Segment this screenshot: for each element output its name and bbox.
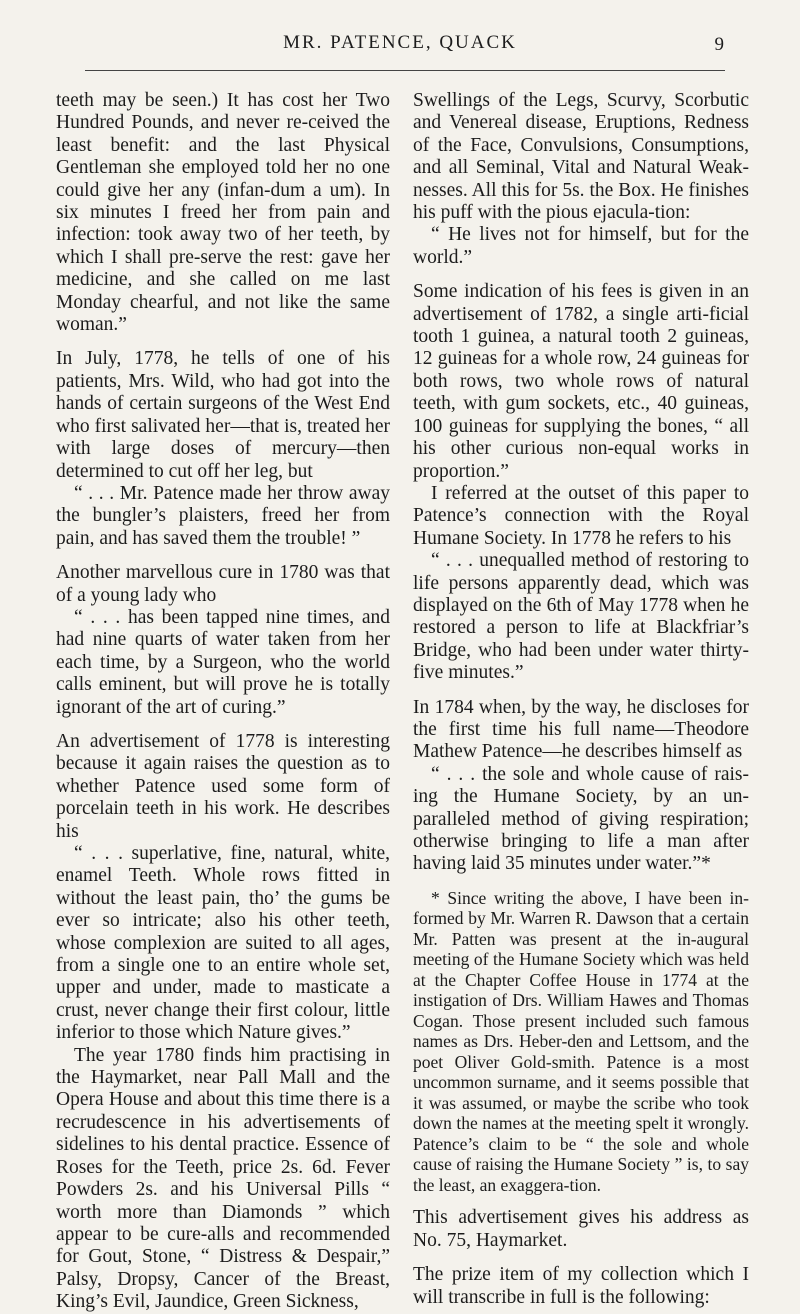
right-column bbox=[413, 90, 749, 1309]
paragraph: Swellings of the Legs, Scurvy, Scorbutic and Venereal disease, Eruptions, Redness of the Face, Convulsions, Consumptions, and all Seminal, Vital and Natural Weak-nesses. All this for 5s. the Box. He finishes his puff with the pious ejacula-tion: bbox=[413, 90, 749, 224]
page-header bbox=[0, 32, 800, 72]
paragraph: Another marvellous cure in 1780 was that of a young lady who bbox=[56, 562, 390, 606]
block-quote: “ He lives not for himself, but for the world.” bbox=[413, 224, 749, 268]
page-number: 9 bbox=[714, 34, 724, 55]
footnote: * Since writing the above, I have been in-formed by Mr. Warren R. Dawson that a certain Mr. Patten was present at the in-augural meeting of the Humane Society which was held at the Chapter Coffee House in 1774 at the instigation of Drs. William Hawes and Thomas Cogan. Those present included such famous names as Drs. Heber-den and Lettsom, and the poet Oliver Gold-smith. Patence is a most uncommon surname, and it seems possible that it was assumed, or maybe the scribe who took down the names at the meeting spelt it wrongly. Patence’s claim to be “ the sole and whole cause of raising the Humane Society ” is, to say the least, an exaggera-tion. bbox=[413, 887, 749, 1195]
paragraph: I referred at the outset of this paper to Patence’s connection with the Royal Humane Society. In 1778 he refers to his bbox=[413, 482, 749, 549]
paragraph: In 1784 when, by the way, he discloses for the first time his full name—Theodore Mathew Patence—he describes himself as bbox=[413, 696, 749, 763]
left-column bbox=[56, 90, 390, 1314]
running-title: MR. PATENCE, QUACK bbox=[283, 32, 517, 53]
block-quote: “ . . . has been tapped nine times, and had nine quarts of water taken from her each time, by a Surgeon, who the world calls eminent, but will prove he is totally ignorant of the art of curing.” bbox=[56, 606, 390, 718]
header-rule bbox=[85, 70, 725, 71]
block-quote: “ . . . Mr. Patence made her throw away the bungler’s plaisters, freed her from pain, and has saved them the trouble! ” bbox=[56, 482, 390, 549]
block-quote: “ . . . superlative, fine, natural, white, enamel Teeth. Whole rows fitted in without the least pain, tho’ the gums be ever so intricate; also his other teeth, whose complexion are suited to all ages, from a single one to an entire whole set, upper and under, made to masticate a crust, never change their first colour, little inferior to those which Nature gives.” bbox=[56, 843, 390, 1044]
paragraph: The prize item of my collection which I will transcribe in full is the following: bbox=[413, 1264, 749, 1308]
paragraph: In July, 1778, he tells of one of his patients, Mrs. Wild, who had got into the hands of certain surgeons of the West End who first salivated her—that is, treated her with large doses of mercury—then determined to cut off her leg, but bbox=[56, 348, 390, 482]
paragraph: teeth may be seen.) It has cost her Two Hundred Pounds, and never re-ceived the least benefit: and the last Physical Gentleman she employed told her no one could give her any (infan-dum a um). In six minutes I freed her from pain and infection: took away two of her teeth, by which I shall pre-serve the rest: gave her medicine, and she called on me last Monday chearful, and not like the same woman.” bbox=[56, 90, 390, 336]
block-quote: “ . . . the sole and whole cause of rais-ing the Humane Society, by an un-paralleled method of giving respiration; otherwise bringing to life a man after having laid 35 minutes under water.”* bbox=[413, 763, 749, 875]
paragraph: This advertisement gives his address as No. 75, Haymarket. bbox=[413, 1207, 749, 1251]
paragraph: The year 1780 finds him practising in the Haymarket, near Pall Mall and the Opera House and about this time there is a recrudescence in his advertisements of sidelines to his dental practice. Essence of Roses for the Teeth, price 2s. 6d. Fever Powders 2s. and his Universal Pills “ worth more than Diamonds ” which appear to be cure-alls and recommended for Gout, Stone, “ Distress & Despair,” Palsy, Dropsy, Cancer of the Breast, King’s Evil, Jaundice, Green Sickness, bbox=[56, 1044, 390, 1313]
paragraph: Some indication of his fees is given in an advertisement of 1782, a single arti-ficial tooth 1 guinea, a natural tooth 2 guineas, 12 guineas for a whole row, 24 guineas for both rows, two whole rows of natural teeth, with gum sockets, etc., 40 guineas, 100 guineas for supplying the bones, “ all his other curious non-equal works in proportion.” bbox=[413, 281, 749, 482]
block-quote: “ . . . unequalled method of restoring to life persons apparently dead, which was displayed on the 6th of May 1778 when he restored a person to life at Blackfriar’s Bridge, who had been under water thirty-five minutes.” bbox=[413, 550, 749, 684]
paragraph: An advertisement of 1778 is interesting because it again raises the question as to whether Patence used some form of porcelain teeth in his work. He describes his bbox=[56, 730, 390, 842]
